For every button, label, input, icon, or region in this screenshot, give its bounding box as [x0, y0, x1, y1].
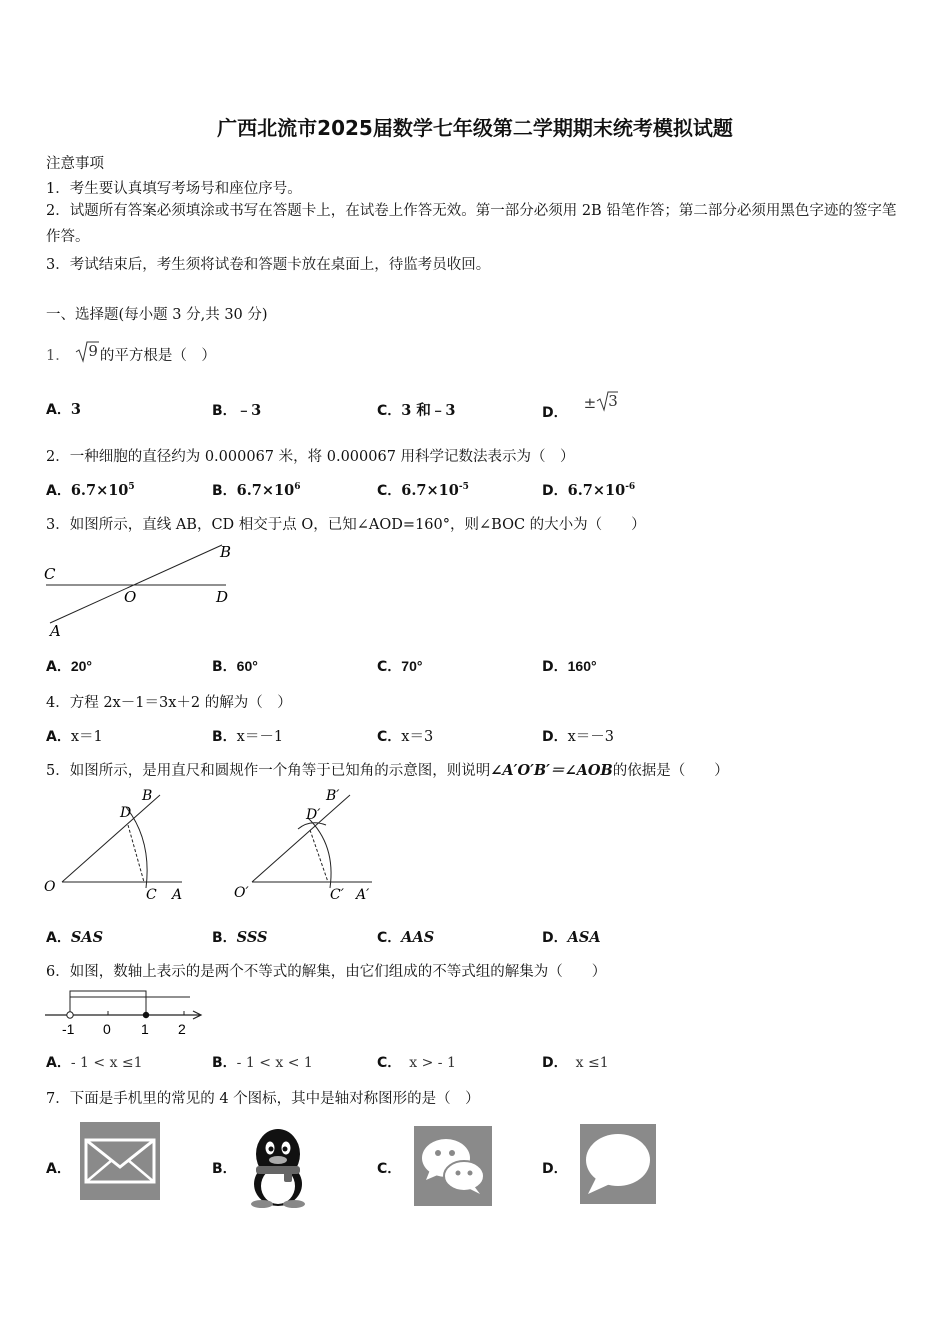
exponent: 6	[294, 482, 301, 493]
question-6: 6．如图，数轴上表示的是两个不等式的解集，由它们组成的不等式组的解集为（ ）	[46, 964, 607, 980]
label-a-prime: A′	[356, 887, 370, 903]
option-text: AAS	[401, 929, 435, 946]
q4-option-c[interactable]	[377, 725, 433, 746]
option-letter: B．	[212, 930, 237, 946]
option-letter: B．	[212, 1161, 237, 1177]
option-letter: A．	[46, 1055, 71, 1071]
q5-option-c[interactable]	[377, 927, 434, 947]
label-b: B	[142, 788, 153, 804]
wechat-icon	[414, 1126, 492, 1206]
option-letter: C．	[377, 483, 402, 499]
label-c: C	[146, 887, 157, 903]
option-letter: D．	[542, 483, 568, 499]
plus-minus-sign: ±	[583, 394, 597, 412]
label-d: D	[216, 588, 229, 606]
label-c-prime: C′	[330, 887, 344, 903]
label-b-prime: B′	[326, 788, 340, 804]
option-text: x＝－1	[236, 729, 284, 745]
option-letter: A．	[46, 659, 71, 675]
option-text: 6.7×10	[236, 482, 295, 499]
option-letter: C．	[377, 729, 402, 745]
q4-option-d[interactable]	[542, 725, 614, 746]
option-letter: C．	[377, 1055, 402, 1071]
label-o: O	[124, 588, 137, 606]
option-letter: A．	[46, 1161, 71, 1177]
option-text: 6.7×10	[401, 482, 459, 499]
arc-intersect	[298, 823, 326, 829]
q7-option-d[interactable]	[542, 1158, 568, 1178]
label-a: A	[50, 622, 61, 640]
option-letter: B．	[212, 729, 237, 745]
q1-option-a[interactable]	[46, 399, 81, 419]
option-text: 20°	[70, 658, 93, 674]
envelope-icon	[80, 1122, 160, 1200]
q6-number-line	[40, 985, 210, 1040]
q2-option-d[interactable]	[542, 480, 635, 500]
q5-option-d[interactable]	[542, 927, 601, 947]
option-text: 3	[70, 401, 81, 418]
section-heading: 一、选择题(每小题 3 分,共 30 分)	[46, 307, 268, 323]
q3-option-a[interactable]	[46, 656, 92, 676]
option-letter: B．	[212, 483, 237, 499]
option-letter: A．	[46, 930, 71, 946]
notice-item-2: 2．试题所有答案必须填涂或书写在答题卡上，在试卷上作答无效。第一部分必须用 2B 铅笔作答；第二部分必须用黑色字迹的签字笔作答。	[46, 203, 897, 245]
arc-c-prime-d-prime	[308, 818, 331, 888]
page-title: 广西北流市2025届数学七年级第二学期期末统考模拟试题	[217, 116, 733, 140]
option-text: x > - 1	[409, 1055, 456, 1071]
option-letter: A．	[46, 402, 71, 418]
label-a: A	[172, 887, 183, 903]
radicand-3: 3	[608, 392, 618, 410]
label-o: O	[44, 879, 56, 895]
question-1-number: 1．	[46, 348, 70, 364]
option-text: ﹣3	[236, 402, 262, 419]
option-text: x ≤1	[575, 1055, 609, 1071]
q5-option-a[interactable]	[46, 927, 103, 947]
radicand-9: 9	[88, 342, 98, 360]
option-letter: B．	[212, 403, 237, 419]
q5-option-b[interactable]	[212, 927, 267, 947]
q1-option-b[interactable]	[212, 399, 261, 420]
question-1	[46, 340, 216, 365]
question-7: 7．下面是手机里的常见的 4 个图标，其中是轴对称图形的是（ ）	[46, 1091, 480, 1107]
q1-option-c[interactable]	[377, 399, 456, 420]
segment-cd	[128, 825, 144, 882]
q2-option-b[interactable]	[212, 480, 301, 500]
tick-label-0: 0	[103, 1021, 111, 1037]
ray-ob	[62, 795, 160, 882]
ray-o-prime-b-prime	[252, 795, 350, 882]
q4-option-a[interactable]	[46, 725, 103, 746]
q3-option-c[interactable]	[377, 656, 422, 676]
q6-option-c[interactable]	[377, 1052, 456, 1072]
q5-figure-1	[40, 785, 200, 905]
question-5-stem-end: 的依据是（ ）	[612, 763, 729, 779]
q3-figure	[40, 540, 240, 640]
question-3: 3．如图所示，直线 AB，CD 相交于点 O，已知∠AOD=160°，则∠BOC 的大小为（ ）	[46, 517, 646, 533]
exponent: -5	[458, 482, 469, 493]
option-letter: C．	[377, 659, 402, 675]
q6-option-b[interactable]	[212, 1052, 313, 1072]
option-text: 70°	[401, 658, 423, 674]
option-text: x＝3	[401, 729, 434, 745]
question-2: 2．一种细胞的直径约为 0.000067 米，将 0.000067 用科学记数法表示为（ ）	[46, 449, 575, 465]
option-letter: D．	[542, 729, 568, 745]
option-text: 60°	[236, 658, 258, 674]
q2-option-c[interactable]	[377, 480, 469, 500]
q3-option-d[interactable]	[542, 656, 597, 676]
option-letter: C．	[377, 1161, 402, 1177]
tick-label-2: 2	[178, 1021, 186, 1037]
option-text: SAS	[70, 929, 104, 946]
solution-bracket-1	[70, 997, 190, 1015]
option-letter: A．	[46, 483, 71, 499]
line-ab	[50, 545, 222, 623]
option-text: 3 和﹣3	[401, 402, 456, 419]
open-dot	[67, 1012, 73, 1018]
label-b: B	[220, 543, 232, 561]
label-d-prime: D′	[306, 807, 321, 823]
option-letter: B．	[212, 659, 237, 675]
q5-figure-2	[230, 785, 390, 905]
option-letter: D．	[542, 405, 568, 421]
question-5-math: ∠A′O′B′＝∠AOB	[490, 762, 613, 779]
option-letter: C．	[377, 930, 402, 946]
option-text: 6.7×10	[567, 482, 626, 499]
exponent: 5	[128, 482, 135, 493]
label-d: D	[120, 805, 132, 821]
q4-option-b[interactable]	[212, 725, 283, 746]
label-o-prime: O′	[234, 885, 249, 901]
q3-option-b[interactable]	[212, 656, 258, 676]
penguin-icon	[244, 1126, 312, 1208]
option-letter: D．	[542, 1161, 568, 1177]
option-text: ASA	[567, 929, 601, 946]
option-text: - 1 < x < 1	[236, 1055, 313, 1071]
speech-bubble-icon	[580, 1124, 656, 1204]
q7-option-c[interactable]	[377, 1158, 401, 1178]
q2-option-a[interactable]	[46, 480, 135, 500]
option-letter: D．	[542, 659, 568, 675]
label-c: C	[44, 565, 56, 583]
exponent: -6	[625, 482, 636, 493]
q7-option-a[interactable]	[46, 1158, 71, 1178]
question-5-stem: 5．如图所示，是用直尺和圆规作一个角等于已知角的示意图，则说明	[46, 763, 491, 779]
option-text: 160°	[567, 658, 597, 674]
option-text: 6.7×10	[70, 482, 129, 499]
q7-option-b[interactable]	[212, 1158, 237, 1178]
notice-item-1: 1．考生要认真填写考场号和座位序号。	[46, 181, 302, 197]
option-letter: A．	[46, 729, 71, 745]
tick-label-1: 1	[141, 1021, 149, 1037]
notice-heading: 注意事项	[46, 156, 104, 172]
option-letter: B．	[212, 1055, 237, 1071]
option-letter: D．	[542, 1055, 568, 1071]
question-5	[46, 759, 729, 780]
q1-option-d[interactable]	[542, 390, 628, 421]
option-text: x＝1	[70, 729, 103, 745]
option-letter: D．	[542, 930, 568, 946]
tick-label-neg1: -1	[62, 1021, 75, 1037]
segment-c-prime-d-prime	[310, 830, 328, 882]
option-text: x＝－3	[567, 729, 615, 745]
question-1-stem: 的平方根是（ ）	[99, 348, 216, 364]
option-letter: C．	[377, 403, 402, 419]
question-4: 4．方程 2x－1＝3x＋2 的解为（ ）	[46, 695, 292, 711]
closed-dot	[143, 1012, 149, 1018]
q6-option-a[interactable]	[46, 1052, 143, 1072]
q6-option-d[interactable]	[542, 1052, 609, 1072]
option-text: SSS	[236, 929, 268, 946]
notice-item-3: 3．考试结束后，考生须将试卷和答题卡放在桌面上，待监考员收回。	[46, 257, 491, 273]
option-text: - 1 < x ≤1	[70, 1055, 143, 1071]
